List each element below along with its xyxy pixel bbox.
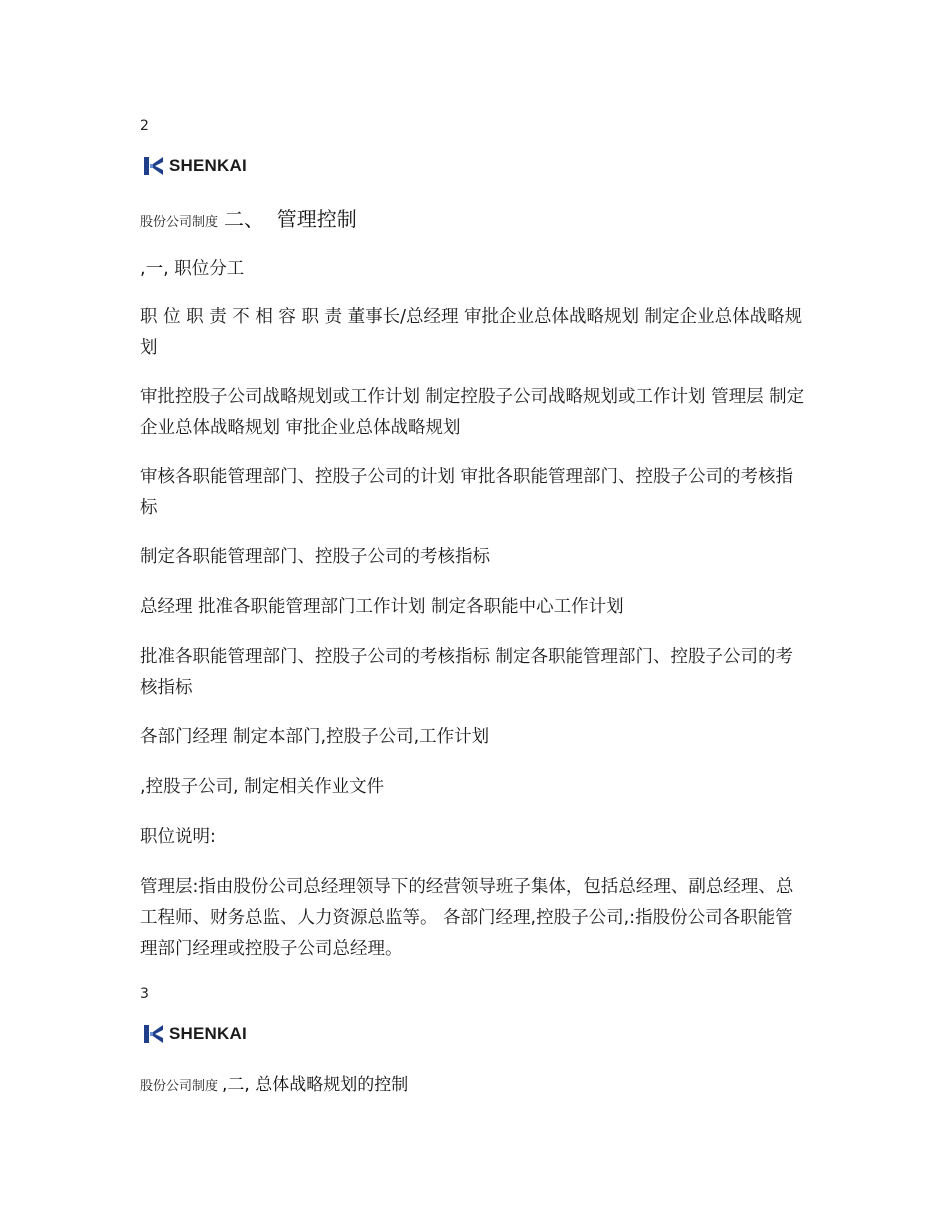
- logo-text: SHENKAI: [169, 1024, 247, 1043]
- paragraph: 各部门经理 制定本部门,控股子公司,工作计划: [140, 727, 490, 747]
- section-heading: [140, 203, 357, 232]
- company-logo: [143, 1021, 247, 1047]
- shenkai-logo-mark-icon: [143, 156, 165, 176]
- paragraph: 审核各职能管理部门、控股子公司的计划 审批各职能管理部门、控股子公司的考核指标: [140, 467, 794, 518]
- paragraph: 管理层:指由股份公司总经理领导下的经营领导班子集体，包括总经理、副总经理、总工程师、财务总监、人力资源总监等。 各部门经理,控股子公司,:指股份公司各职能管理部门经理或控股子公司总经理。: [140, 877, 794, 959]
- company-logo: [143, 153, 247, 179]
- shenkai-logo-mark-icon: [143, 1024, 165, 1044]
- paragraph: 总经理 批准各职能管理部门工作计划 制定各职能中心工作计划: [140, 597, 624, 617]
- section-heading: [140, 1070, 408, 1095]
- paragraph: 职位说明:: [140, 827, 216, 847]
- paragraph: 制定各职能管理部门、控股子公司的考核指标: [140, 547, 490, 567]
- logo-text: SHENKAI: [169, 156, 247, 175]
- paragraph: ,控股子公司, 制定相关作业文件: [140, 777, 385, 797]
- company-label: 股份公司制度: [140, 215, 219, 230]
- paragraph: 职 位 职 责 不 相 容 职 责 董事长/总经理 审批企业总体战略规划 制定企业总体战略规划: [140, 307, 803, 358]
- paragraph: ,一, 职位分工: [140, 259, 245, 279]
- section-title: 二、 管理控制: [224, 207, 357, 231]
- paragraph: 审批控股子公司战略规划或工作计划 制定控股子公司战略规划或工作计划 管理层 制定企业总体战略规划 审批企业总体战略规划: [140, 387, 805, 438]
- company-label: 股份公司制度: [140, 1079, 219, 1094]
- page-number: 2: [140, 118, 149, 134]
- page-number: 3: [140, 986, 149, 1002]
- paragraph: 批准各职能管理部门、控股子公司的考核指标 制定各职能管理部门、控股子公司的考核指标: [140, 647, 794, 698]
- section-title: ,二, 总体战略规划的控制: [222, 1075, 409, 1095]
